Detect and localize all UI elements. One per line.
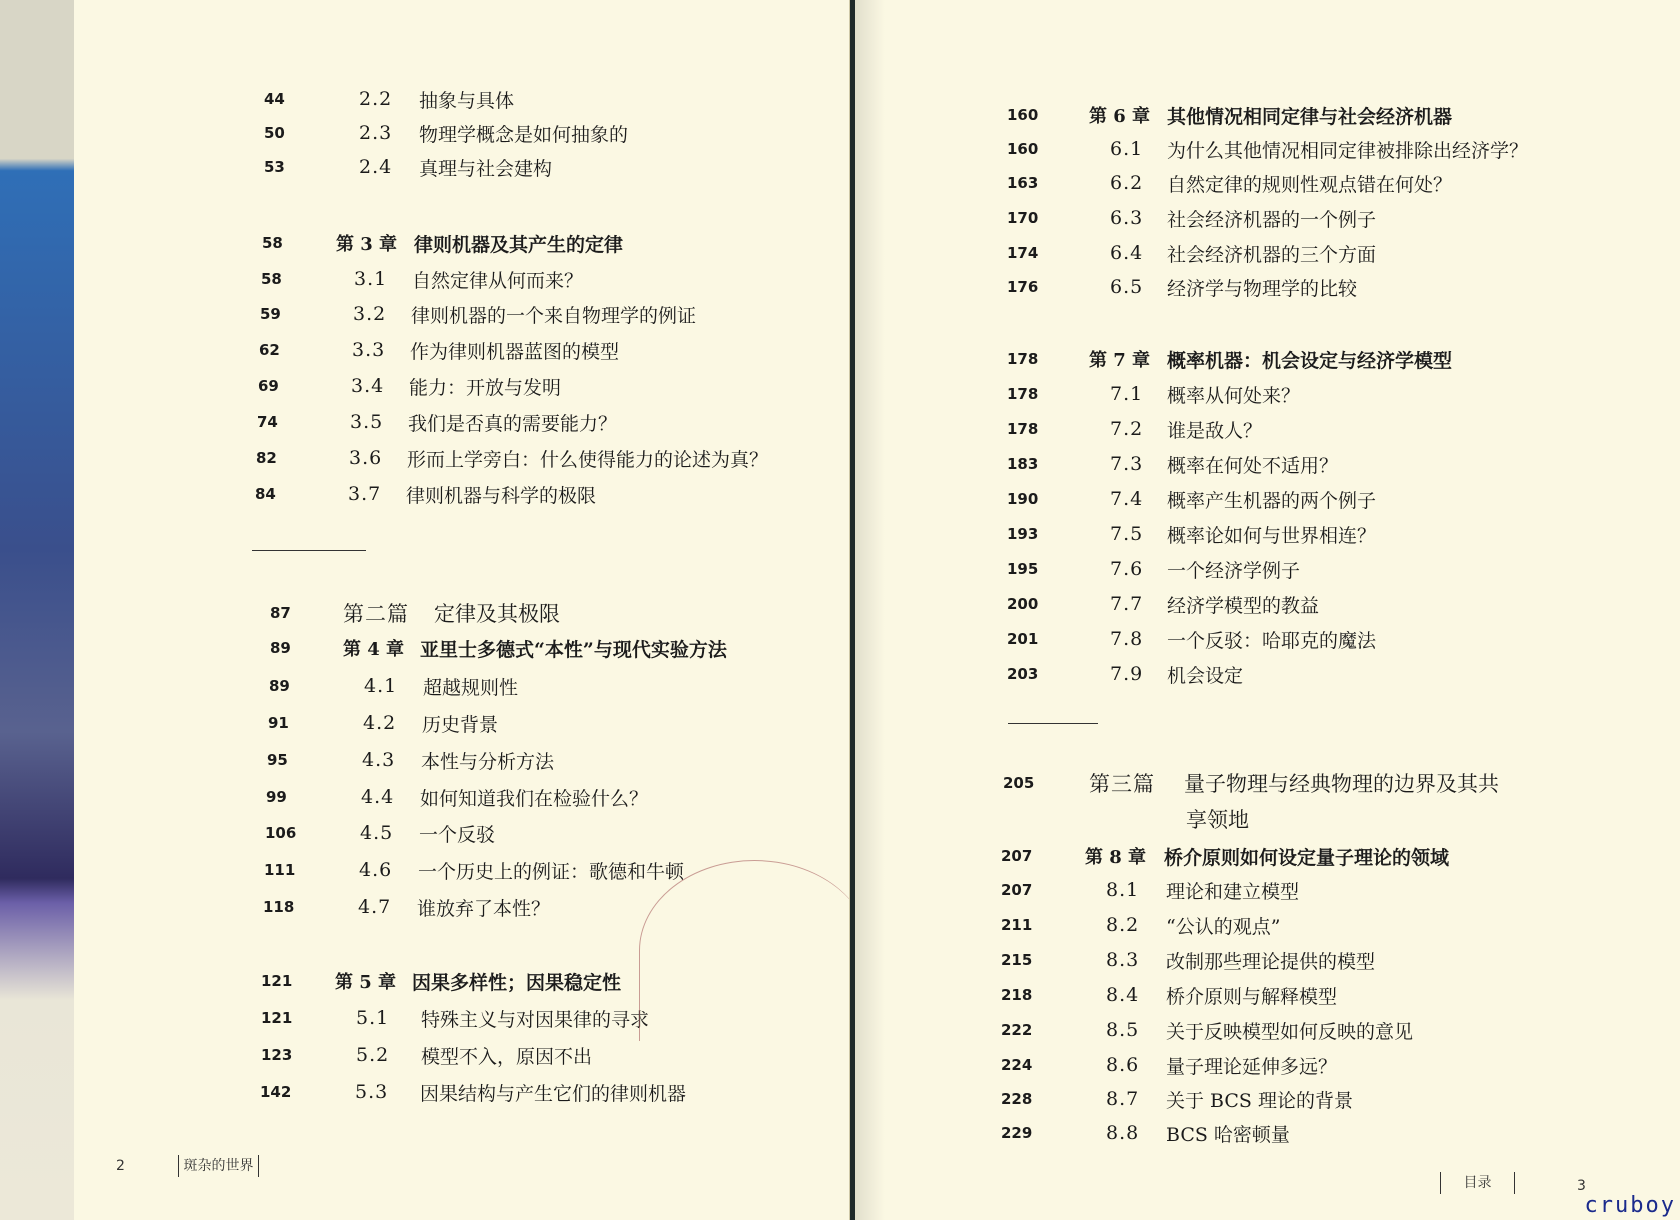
chapter-title: 概率机器：机会设定与经济学模型 (1167, 349, 1453, 372)
section-title: 社会经济机器的三个方面 (1167, 243, 1377, 266)
chapter-title: 因果多样性；因果稳定性 (412, 971, 622, 994)
part-title: 定律及其极限 (434, 602, 560, 626)
footer-page-number: 2 (116, 1158, 125, 1174)
footer-bar (1440, 1172, 1441, 1194)
section-number: 8.1 (1106, 879, 1140, 901)
section-number: 6.3 (1110, 207, 1144, 229)
section-title: 超越规则性 (423, 676, 519, 699)
page-number: 178 (1007, 385, 1039, 403)
left-page (74, 0, 850, 1220)
section-number: 4.7 (358, 896, 392, 918)
section-number: 2.3 (359, 122, 393, 144)
section-title: 抽象与具体 (419, 89, 515, 112)
section-title: 律则机器的一个来自物理学的例证 (411, 304, 697, 327)
section-title: 物理学概念是如何抽象的 (419, 123, 629, 146)
section-title: 一个历史上的例证：歌德和牛顿 (418, 860, 685, 883)
section-title: BCS 哈密顿量 (1166, 1123, 1290, 1146)
section-number: 4.6 (359, 859, 393, 881)
part-title-continued: 享领地 (1186, 808, 1249, 832)
section-number: 7.7 (1110, 593, 1144, 615)
page-number: 91 (268, 714, 289, 732)
section-number: 7.3 (1110, 453, 1144, 475)
section-number: 3.6 (349, 447, 383, 469)
section-title: 理论和建立模型 (1166, 880, 1300, 903)
page-number: 123 (261, 1046, 293, 1064)
page-number: 160 (1007, 106, 1039, 124)
page-number: 87 (270, 604, 291, 622)
section-title: 经济学模型的教益 (1167, 594, 1320, 617)
section-title: 关于 BCS 理论的背景 (1166, 1089, 1353, 1112)
section-title: 自然定律从何而来？ (412, 269, 584, 292)
page-number: 215 (1001, 951, 1033, 969)
page-number: 58 (261, 270, 282, 288)
page-number: 89 (270, 639, 291, 657)
section-title: 社会经济机器的一个例子 (1167, 208, 1377, 231)
page-number: 224 (1001, 1056, 1033, 1074)
chapter-title: 亚里士多德式“本性”与现代实验方法 (420, 638, 727, 661)
chapter-number: 第 7 章 (1089, 350, 1151, 371)
section-number: 8.7 (1106, 1088, 1140, 1110)
section-number: 3.2 (353, 303, 387, 325)
section-title: 机会设定 (1167, 664, 1244, 687)
separator-rule (252, 550, 366, 551)
chapter-title: 其他情况相同定律与社会经济机器 (1167, 105, 1453, 128)
section-number: 8.2 (1106, 914, 1140, 936)
section-title: 模型不入，原因不出 (421, 1045, 593, 1068)
part-number: 第三篇 (1089, 772, 1155, 796)
section-title: 谁放弃了本性？ (417, 897, 551, 920)
scanner-watermark: cruboy (1584, 1193, 1676, 1218)
section-title: 一个经济学例子 (1167, 559, 1301, 582)
section-title: 桥介原则与解释模型 (1166, 985, 1338, 1008)
footer-page-number: 3 (1577, 1178, 1586, 1194)
section-number: 5.2 (356, 1044, 390, 1066)
section-title: 经济学与物理学的比较 (1167, 277, 1358, 300)
page-number: 89 (269, 677, 290, 695)
section-number: 7.6 (1110, 558, 1144, 580)
footer-book-title: 斑杂的世界 (183, 1158, 254, 1174)
section-title: 如何知道我们在检验什么？ (420, 787, 649, 810)
section-title: 因果结构与产生它们的律则机器 (420, 1082, 687, 1105)
page-number: 229 (1001, 1124, 1033, 1142)
running-footer (178, 1155, 259, 1177)
page-number: 99 (266, 788, 287, 806)
page-number: 207 (1001, 847, 1033, 865)
page-number: 62 (259, 341, 280, 359)
page-number: 203 (1007, 665, 1039, 683)
page-number: 84 (255, 485, 276, 503)
section-number: 8.5 (1106, 1019, 1140, 1041)
right-toc (855, 0, 1680, 1220)
section-number: 6.1 (1110, 138, 1144, 160)
section-title: 概率论如何与世界相连？ (1167, 524, 1377, 547)
page-number: 207 (1001, 881, 1033, 899)
page-number: 218 (1001, 986, 1033, 1004)
section-title: 一个反驳：哈耶克的魔法 (1167, 629, 1377, 652)
section-title: 特殊主义与对因果律的寻求 (421, 1008, 650, 1031)
chapter-number: 第 8 章 (1085, 847, 1147, 868)
section-number: 7.9 (1110, 663, 1144, 685)
page-number: 121 (261, 1009, 293, 1027)
book-edge-strip (0, 0, 74, 1220)
section-title: 作为律则机器蓝图的模型 (410, 340, 620, 363)
page-number: 142 (260, 1083, 292, 1101)
section-number: 6.4 (1110, 242, 1144, 264)
page-number: 183 (1007, 455, 1039, 473)
page-number: 118 (263, 898, 295, 916)
section-title: 一个反驳 (419, 823, 496, 846)
section-title: 关于反映模型如何反映的意见 (1166, 1020, 1414, 1043)
page-number: 69 (258, 377, 279, 395)
page-number: 106 (265, 824, 297, 842)
part-number: 第二篇 (343, 602, 409, 626)
section-number: 2.4 (359, 156, 393, 178)
part-title: 量子物理与经典物理的边界及其共 (1184, 772, 1499, 796)
section-number: 5.3 (355, 1081, 389, 1103)
section-title: 形而上学旁白：什么使得能力的论述为真？ (407, 448, 769, 471)
section-number: 3.3 (352, 339, 386, 361)
running-footer (1440, 1172, 1515, 1194)
page-number: 195 (1007, 560, 1039, 578)
section-title: 能力：开放与发明 (409, 376, 562, 399)
section-number: 6.2 (1110, 172, 1144, 194)
section-title: 律则机器与科学的极限 (406, 484, 597, 507)
page-number: 176 (1007, 278, 1039, 296)
page-number: 190 (1007, 490, 1039, 508)
section-number: 2.2 (359, 88, 393, 110)
section-number: 3.5 (350, 411, 384, 433)
chapter-number: 第 5 章 (335, 972, 397, 993)
page-number: 211 (1001, 916, 1033, 934)
chapter-number: 第 3 章 (336, 234, 398, 255)
footer-bar (258, 1155, 259, 1177)
section-number: 6.5 (1110, 276, 1144, 298)
page-number: 201 (1007, 630, 1039, 648)
section-title: “公认的观点” (1166, 915, 1281, 938)
page-number: 160 (1007, 140, 1039, 158)
chapter-title: 桥介原则如何设定量子理论的领域 (1164, 846, 1450, 869)
section-number: 8.6 (1106, 1054, 1140, 1076)
chapter-title: 律则机器及其产生的定律 (414, 233, 624, 256)
page-number: 59 (260, 305, 281, 323)
page-number: 170 (1007, 209, 1039, 227)
section-title: 概率产生机器的两个例子 (1167, 489, 1377, 512)
page-number: 205 (1003, 774, 1035, 792)
section-number: 5.1 (356, 1007, 390, 1029)
section-number: 3.1 (354, 268, 388, 290)
page-number: 95 (267, 751, 288, 769)
page-number: 82 (256, 449, 277, 467)
section-title: 本性与分析方法 (421, 750, 555, 773)
section-number: 7.4 (1110, 488, 1144, 510)
section-title: 我们是否真的需要能力？ (408, 412, 618, 435)
section-number: 8.3 (1106, 949, 1140, 971)
section-number: 8.8 (1106, 1122, 1140, 1144)
footer-bar (1514, 1172, 1515, 1194)
page-number: 53 (264, 158, 285, 176)
section-number: 8.4 (1106, 984, 1140, 1006)
section-number: 4.3 (362, 749, 396, 771)
section-title: 真理与社会建构 (419, 157, 553, 180)
section-number: 7.8 (1110, 628, 1144, 650)
pen-mark (639, 860, 850, 1041)
section-number: 7.1 (1110, 383, 1144, 405)
separator-rule (1008, 723, 1098, 724)
section-title: 量子理论延伸多远？ (1166, 1055, 1338, 1078)
section-number: 7.5 (1110, 523, 1144, 545)
page-number: 174 (1007, 244, 1039, 262)
page-number: 163 (1007, 174, 1039, 192)
footer-section-title: 目录 (1463, 1175, 1492, 1191)
section-title: 为什么其他情况相同定律被排除出经济学？ (1167, 139, 1529, 162)
page-number: 222 (1001, 1021, 1033, 1039)
page-number: 200 (1007, 595, 1039, 613)
section-title: 自然定律的规则性观点错在何处？ (1167, 173, 1453, 196)
section-number: 4.2 (363, 712, 397, 734)
section-title: 概率从何处来？ (1167, 384, 1301, 407)
page-number: 44 (264, 90, 285, 108)
section-number: 4.4 (361, 786, 395, 808)
section-number: 4.1 (364, 675, 398, 697)
section-title: 概率在何处不适用？ (1167, 454, 1339, 477)
page-number: 121 (261, 972, 293, 990)
section-number: 3.7 (348, 483, 382, 505)
page-number: 58 (262, 234, 283, 252)
section-title: 历史背景 (422, 713, 499, 736)
section-title: 改制那些理论提供的模型 (1166, 950, 1376, 973)
page-number: 111 (264, 861, 296, 879)
section-number: 7.2 (1110, 418, 1144, 440)
page-number: 228 (1001, 1090, 1033, 1108)
chapter-number: 第 4 章 (343, 639, 405, 660)
chapter-number: 第 6 章 (1089, 106, 1151, 127)
section-title: 谁是敌人？ (1167, 419, 1263, 442)
section-number: 3.4 (351, 375, 385, 397)
section-number: 4.5 (360, 822, 394, 844)
page-number: 74 (257, 413, 278, 431)
page-number: 50 (264, 124, 285, 142)
page-number: 178 (1007, 350, 1039, 368)
page-number: 193 (1007, 525, 1039, 543)
page-number: 178 (1007, 420, 1039, 438)
footer-bar (178, 1155, 179, 1177)
right-page (855, 0, 1680, 1220)
